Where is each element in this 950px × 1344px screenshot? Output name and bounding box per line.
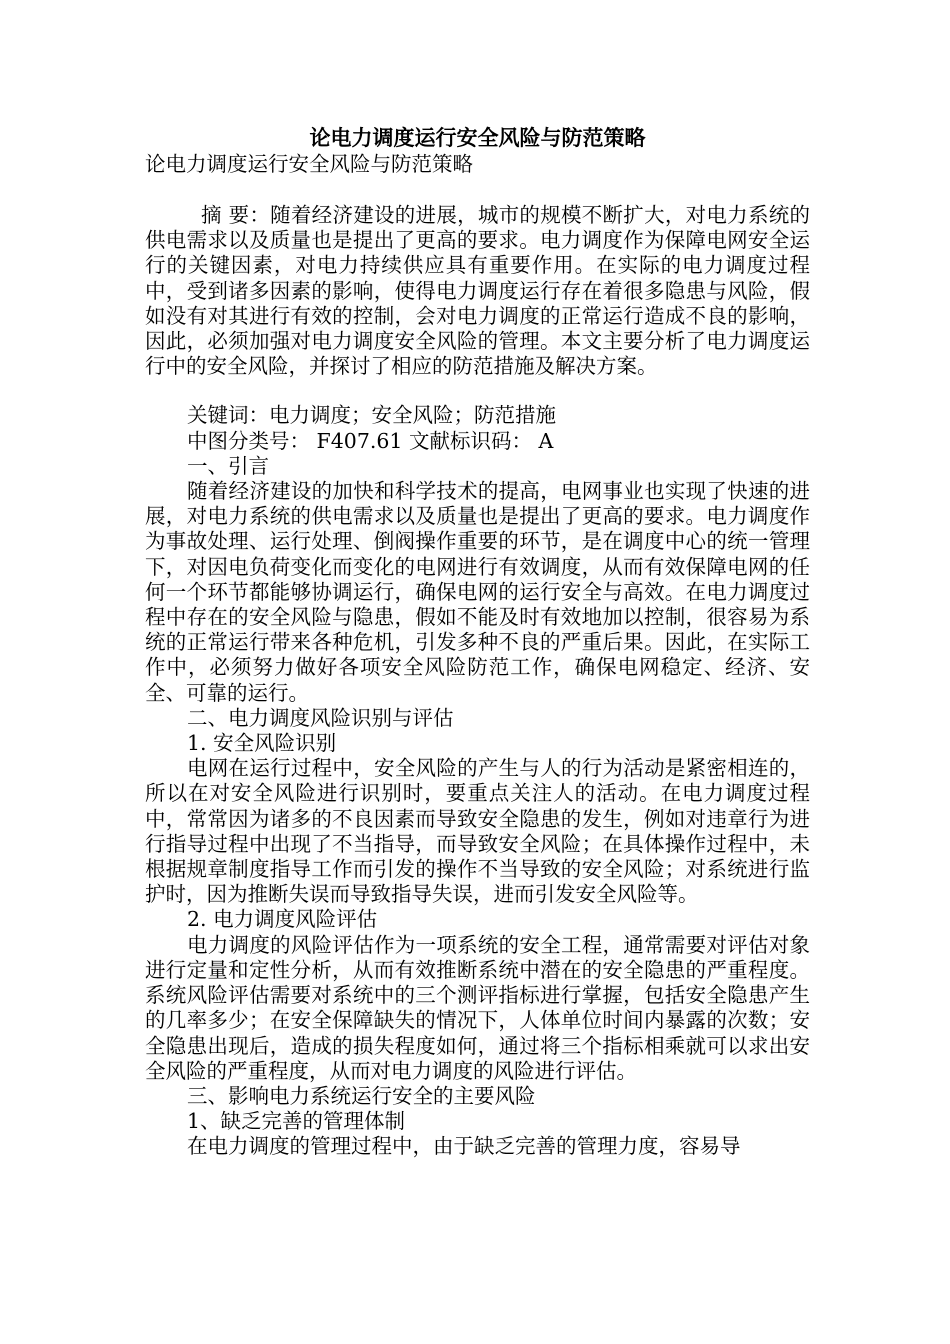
subsection-heading-3-1: 1、缺乏完善的管理体制 [187,1109,406,1134]
document-title: 论电力调度运行安全风险与防范策略 [309,125,646,150]
section-heading-3: 三、影响电力系统运行安全的主要风险 [187,1083,536,1108]
spacer [145,379,810,403]
management-paragraph: 在电力调度的管理过程中，由于缺乏完善的管理力度，容易导 [187,1134,741,1159]
classification-line: 中图分类号： F407.61 文献标识码： A [187,428,554,453]
section-heading-2: 二、电力调度风险识别与评估 [187,705,454,730]
section-heading-1: 一、引言 [187,453,269,478]
risk-identification-paragraph: 电网在运行过程中，安全风险的产生与人的行为活动是紧密相连的，所以在对安全风险进行识别时，要重点关注人的活动。在电力调度过程中，常常因为诸多的不良因素而导致安全隐患的发生，例如对违章行为进行指导过程中出现了不当指导，而导致安全风险；在具体操作过程中，未根据规章制度指导工作而引发的操作不当导致的安全风险；对系统进行监护时，因为推断失误而导致指导失误，进而引发安全风险等。 [145,756,810,907]
intro-paragraph: 随着经济建设的加快和科学技术的提高，电网事业也实现了快速的进展，对电力系统的供电需求以及质量也是提出了更高的要求。电力调度作为事故处理、运行处理、倒阀操作重要的环节，是在调度中心的统一管理下，对因电负荷变化而变化的电网进行有效调度，从而有效保障电网的任何一个环节都能够协调运行，确保电网的运行安全与高效。在电力调度过程中存在的安全风险与隐患，假如不能及时有效地加以控制，很容易为系统的正常运行带来各种危机，引发多种不良的严重后果。因此，在实际工作中，必须努力做好各项安全风险防范工作，确保电网稳定、经济、安全、可靠的运行。 [145,479,810,705]
document-page [145,124,810,1160]
subsection-heading-2-2: 2. 电力调度风险评估 [187,907,378,932]
keywords-line: 关键词：电力调度；安全风险；防范措施 [187,403,556,428]
risk-assessment-paragraph: 电力调度的风险评估作为一项系统的安全工程，通常需要对评估对象进行定量和定性分析，从而有效推断系统中潜在的安全隐患的严重程度。系统风险评估需要对系统中的三个测评指标进行掌握，包括安全隐患产生的几率多少；在安全保障缺失的情况下，人体单位时间内暴露的次数；安全隐患出现后，造成的损失程度如何，通过将三个指标相乘就可以求出安全风险的严重程度，从而对电力调度的风险进行评估。 [145,932,810,1083]
document-subtitle: 论电力调度运行安全风险与防范策略 [145,152,473,176]
spacer [145,177,810,203]
abstract-paragraph: 摘 要：随着经济建设的进展，城市的规模不断扩大，对电力系统的供电需求以及质量也是提出了更高的要求。电力调度作为保障电网安全运行的关键因素，对电力持续供应具有重要作用。在实际的电力调度过程中，受到诸多因素的影响，使得电力调度运行存在着很多隐患与风险，假如没有对其进行有效的控制，会对电力调度的正常运行造成不良的影响，因此，必须加强对电力调度安全风险的管理。本文主要分析了电力调度运行中的安全风险，并探讨了相应的防范措施及解决方案。 [145,203,810,379]
subsection-heading-2-1: 1. 安全风险识别 [187,731,337,756]
